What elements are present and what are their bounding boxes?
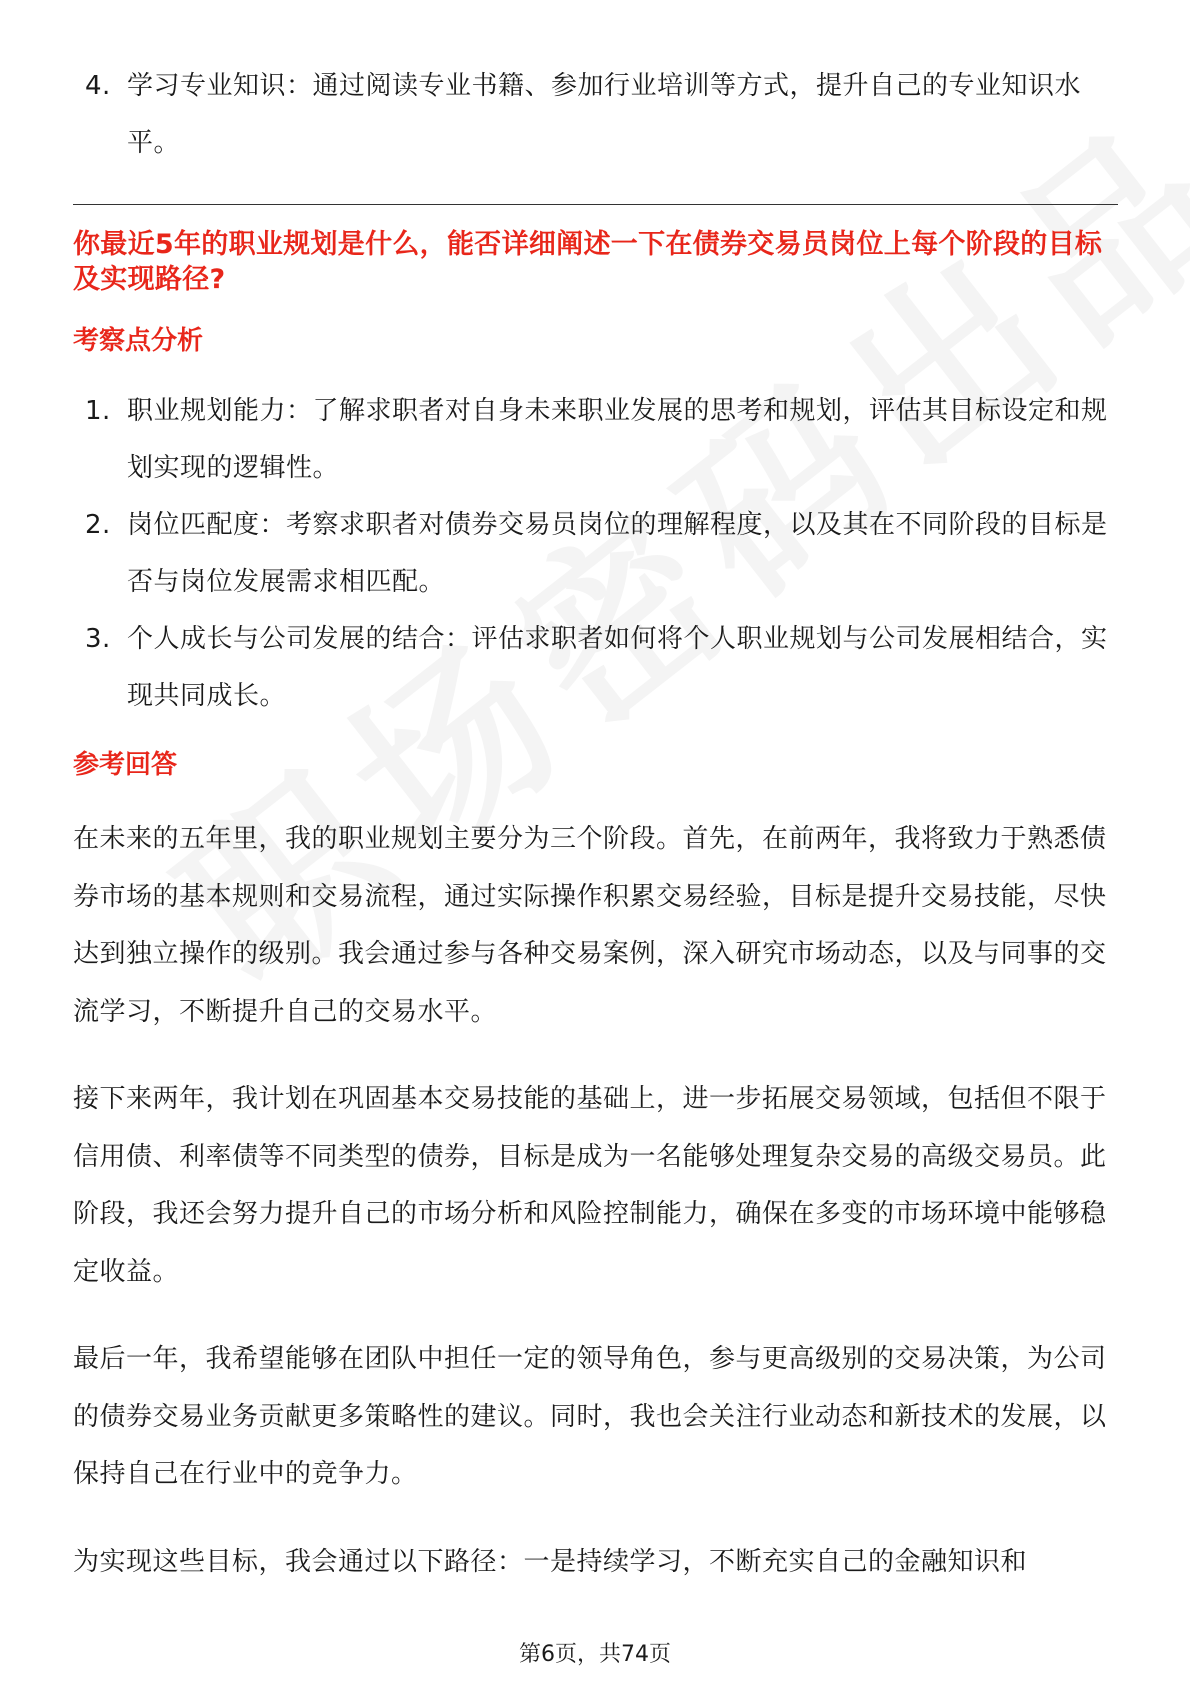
analysis-item-2 (73, 497, 1118, 611)
answer-paragraph-4: 为实现这些目标，我会通过以下路径：一是持续学习，不断充实自己的金融知识和 (73, 1546, 1028, 1577)
list-text: 职业规划能力：了解求职者对自身未来职业发展的思考和规划，评估其目标设定和规划实现的逻辑性。 (127, 396, 1108, 483)
list-item-4 (73, 58, 1118, 172)
list-text: 学习专业知识：通过阅读专业书籍、参加行业培训等方式，提升自己的专业知识水平。 (127, 71, 1082, 158)
question-title: 你最近5年的职业规划是什么，能否详细阐述一下在债券交易员岗位上每个阶段的目标及实现路径? (73, 229, 1103, 295)
answer-paragraph-1: 在未来的五年里，我的职业规划主要分为三个阶段。首先，在前两年，我将致力于熟悉债券市场的基本规则和交易流程，通过实际操作积累交易经验，目标是提升交易技能，尽快达到独立操作的级别。我会通过参与各种交易案例，深入研究市场动态，以及与同事的交流学习，不断提升自己的交易水平。 (73, 824, 1107, 1027)
analysis-heading: 考察点分析 (73, 326, 204, 356)
analysis-item-1 (73, 383, 1118, 497)
list-number: 4. (85, 71, 111, 101)
list-text: 个人成长与公司发展的结合：评估求职者如何将个人职业规划与公司发展相结合，实现共同成长。 (127, 624, 1108, 711)
answer-heading: 参考回答 (73, 750, 178, 780)
list-number: 2. (85, 510, 111, 540)
answer-paragraph-2: 接下来两年，我计划在巩固基本交易技能的基础上，进一步拓展交易领域，包括但不限于信用债、利率债等不同类型的债券，目标是成为一名能够处理复杂交易的高级交易员。此阶段，我还会努力提升自己的市场分析和风险控制能力，确保在多变的市场环境中能够稳定收益。 (73, 1084, 1107, 1287)
list-text: 岗位匹配度：考察求职者对债券交易员岗位的理解程度，以及其在不同阶段的目标是否与岗位发展需求相匹配。 (127, 510, 1108, 597)
answer-paragraph-3: 最后一年，我希望能够在团队中担任一定的领导角色，参与更高级别的交易决策，为公司的债券交易业务贡献更多策略性的建议。同时，我也会关注行业动态和新技术的发展，以保持自己在行业中的竞争力。 (73, 1344, 1107, 1489)
list-number: 1. (85, 396, 111, 426)
page-content (73, 58, 1118, 1621)
analysis-item-3 (73, 611, 1118, 725)
section-divider (73, 204, 1118, 205)
list-number: 3. (85, 624, 111, 654)
page-number: 第6页，共74页 (519, 1642, 671, 1667)
